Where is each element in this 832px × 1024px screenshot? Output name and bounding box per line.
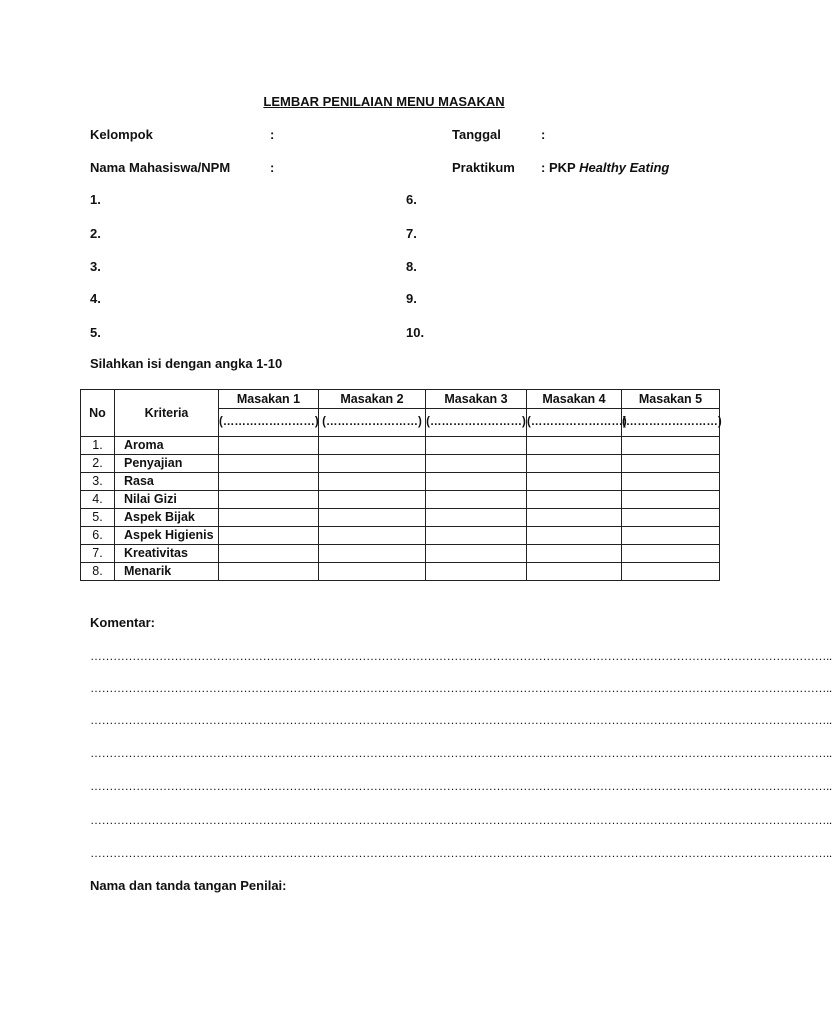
row-number: 3. [81, 473, 115, 491]
score-cell[interactable] [219, 473, 319, 491]
masakan-header: Masakan 3 [426, 390, 527, 409]
kriteria-header: Kriteria [115, 390, 219, 437]
member-number: 8. [406, 259, 417, 274]
dish-name-blank[interactable]: (……………………) [219, 409, 319, 437]
score-cell[interactable] [622, 563, 720, 581]
score-cell[interactable] [527, 527, 622, 545]
kelompok-colon: : [270, 127, 275, 142]
nama-label: Nama Mahasiswa/NPM [90, 160, 231, 175]
score-cell[interactable] [527, 545, 622, 563]
score-cell[interactable] [426, 509, 527, 527]
score-cell[interactable] [622, 527, 720, 545]
score-cell[interactable] [622, 545, 720, 563]
table-row [81, 509, 720, 527]
member-number: 4. [90, 291, 101, 306]
praktikum-label: Praktikum [452, 160, 515, 175]
table-row [81, 455, 720, 473]
praktikum-theme: Healthy Eating [579, 160, 670, 175]
member-number: 7. [406, 226, 417, 241]
score-cell[interactable] [319, 491, 426, 509]
comment-line[interactable]: ………………………………………………………………………………………………………………………………………………………………………….. [90, 746, 832, 760]
score-cell[interactable] [319, 455, 426, 473]
score-cell[interactable] [426, 527, 527, 545]
table-row [81, 563, 720, 581]
score-cell[interactable] [527, 491, 622, 509]
masakan-header: Masakan 4 [527, 390, 622, 409]
instruction-text: Silahkan isi dengan angka 1-10 [90, 356, 283, 371]
praktikum-prefix: : PKP [541, 160, 576, 175]
masakan-header: Masakan 1 [219, 390, 319, 409]
no-header: No [81, 390, 115, 437]
form-title: LEMBAR PENILAIAN MENU MASAKAN [263, 94, 505, 109]
dish-name-blank[interactable]: (……………………) [527, 409, 622, 437]
score-cell[interactable] [219, 527, 319, 545]
criteria-label: Aspek Bijak [115, 509, 219, 527]
table-row [81, 437, 720, 455]
praktikum-value [541, 160, 669, 175]
member-number: 5. [90, 325, 101, 340]
tanggal-colon: : [541, 127, 546, 142]
score-cell[interactable] [622, 491, 720, 509]
comment-line[interactable]: ………………………………………………………………………………………………………………………………………………………………………….. [90, 813, 832, 827]
nama-colon: : [270, 160, 275, 175]
criteria-label: Kreativitas [115, 545, 219, 563]
row-number: 6. [81, 527, 115, 545]
member-number: 3. [90, 259, 101, 274]
member-number: 10. [406, 325, 425, 340]
score-cell[interactable] [426, 437, 527, 455]
masakan-header: Masakan 2 [319, 390, 426, 409]
comment-line[interactable]: ………………………………………………………………………………………………………………………………………………………………………….. [90, 649, 832, 663]
kelompok-label: Kelompok [90, 127, 153, 142]
score-cell[interactable] [219, 491, 319, 509]
member-number: 9. [406, 291, 417, 306]
row-number: 5. [81, 509, 115, 527]
comment-line[interactable]: ………………………………………………………………………………………………………………………………………………………………………….. [90, 779, 832, 793]
score-cell[interactable] [426, 473, 527, 491]
komentar-label: Komentar: [90, 615, 156, 630]
criteria-label: Aroma [115, 437, 219, 455]
score-cell[interactable] [219, 455, 319, 473]
row-number: 1. [81, 437, 115, 455]
score-cell[interactable] [527, 563, 622, 581]
row-number: 8. [81, 563, 115, 581]
criteria-label: Nilai Gizi [115, 491, 219, 509]
score-cell[interactable] [527, 509, 622, 527]
row-number: 2. [81, 455, 115, 473]
table-row [81, 527, 720, 545]
score-cell[interactable] [622, 437, 720, 455]
criteria-label: Rasa [115, 473, 219, 491]
member-number: 2. [90, 226, 101, 241]
score-cell[interactable] [219, 545, 319, 563]
score-cell[interactable] [426, 563, 527, 581]
score-cell[interactable] [426, 491, 527, 509]
comment-line[interactable]: ………………………………………………………………………………………………………………………………………………………………………….. [90, 681, 832, 695]
dish-name-blank[interactable]: (……………………) [426, 409, 527, 437]
member-number: 1. [90, 192, 101, 207]
table-row [81, 473, 720, 491]
score-cell[interactable] [622, 455, 720, 473]
row-number: 4. [81, 491, 115, 509]
table-row [81, 491, 720, 509]
score-cell[interactable] [319, 545, 426, 563]
score-cell[interactable] [426, 545, 527, 563]
score-cell[interactable] [527, 473, 622, 491]
score-cell[interactable] [219, 509, 319, 527]
comment-line[interactable]: ………………………………………………………………………………………………………………………………………………………………………….. [90, 846, 832, 860]
score-cell[interactable] [319, 509, 426, 527]
rating-table [80, 389, 720, 581]
score-cell[interactable] [319, 527, 426, 545]
dish-name-blank[interactable]: (……………………) [622, 409, 720, 437]
table-row [81, 545, 720, 563]
comment-line[interactable]: ………………………………………………………………………………………………………………………………………………………………………….. [90, 713, 832, 727]
score-cell[interactable] [622, 473, 720, 491]
tanggal-label: Tanggal [452, 127, 501, 142]
score-cell[interactable] [219, 437, 319, 455]
score-cell[interactable] [527, 437, 622, 455]
score-cell[interactable] [426, 455, 527, 473]
score-cell[interactable] [319, 563, 426, 581]
row-number: 7. [81, 545, 115, 563]
criteria-label: Menarik [115, 563, 219, 581]
criteria-label: Aspek Higienis [115, 527, 219, 545]
score-cell[interactable] [319, 473, 426, 491]
dish-name-blank[interactable]: (……………………) [319, 409, 426, 437]
score-cell[interactable] [319, 437, 426, 455]
signature-label: Nama dan tanda tangan Penilai: [90, 878, 287, 893]
masakan-header: Masakan 5 [622, 390, 720, 409]
score-cell[interactable] [622, 509, 720, 527]
score-cell[interactable] [527, 455, 622, 473]
criteria-label: Penyajian [115, 455, 219, 473]
score-cell[interactable] [219, 563, 319, 581]
member-number: 6. [406, 192, 417, 207]
